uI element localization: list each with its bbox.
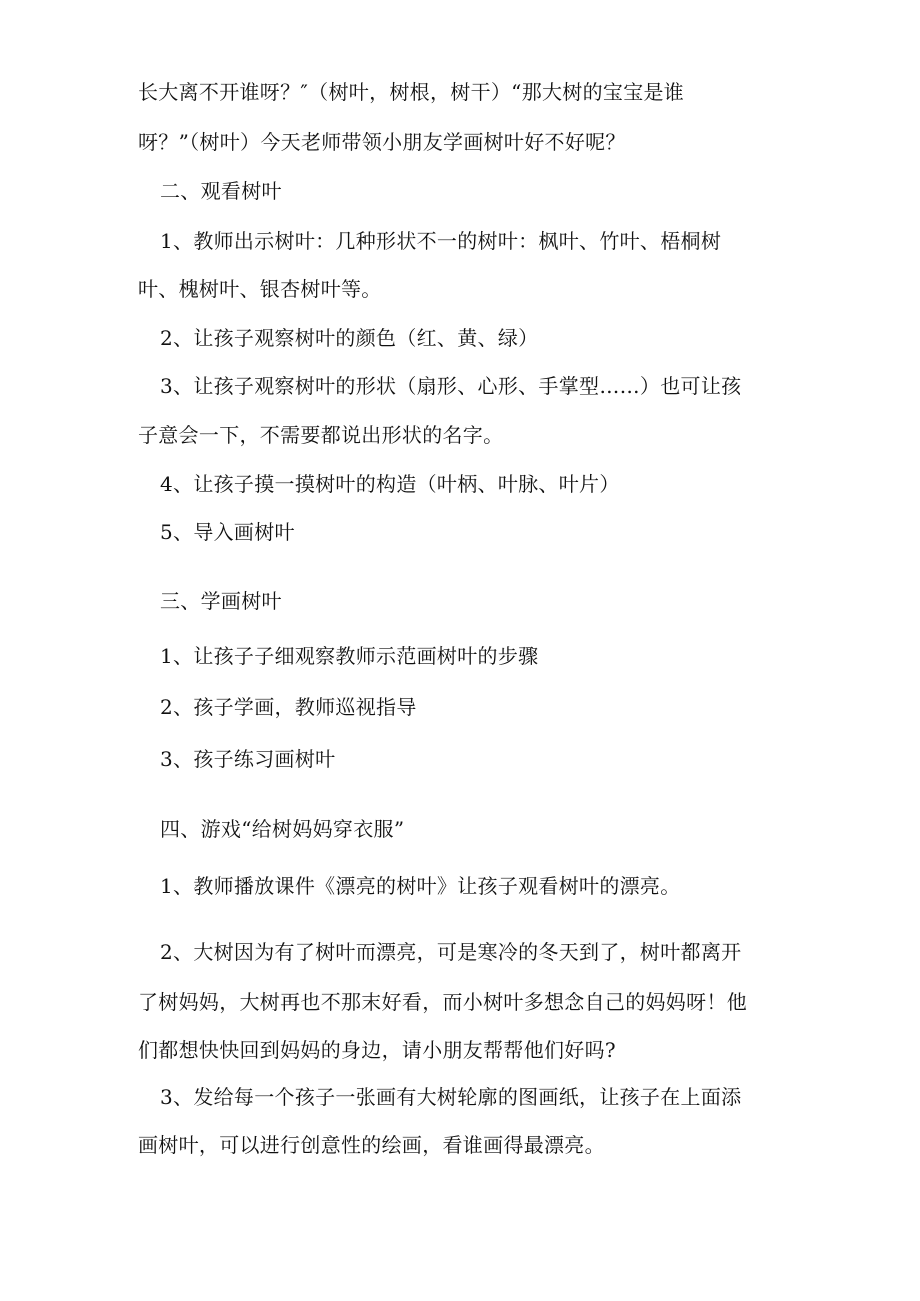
paragraph-line: 画树叶，可以进行创意性的绘画，看谁画得最漂亮。 xyxy=(138,1133,605,1157)
list-item: 2、让孩子观察树叶的颜色（红、黄、绿） xyxy=(160,326,539,350)
section-heading: 四、游戏“给树妈妈穿衣服” xyxy=(160,817,405,841)
paragraph-line: 长大离不开谁呀？″（树叶，树根，树干）“那大树的宝宝是谁 xyxy=(138,80,685,104)
paragraph-line: 子意会一下，不需要都说出形状的名字。 xyxy=(138,423,504,447)
list-item: 1、教师播放课件《漂亮的树叶》让孩子观看树叶的漂亮。 xyxy=(160,874,681,898)
list-item: 2、孩子学画，教师巡视指导 xyxy=(160,695,417,719)
list-item: 1、让孩子子细观察教师示范画树叶的步骤 xyxy=(160,644,539,668)
paragraph-line: 叶、槐树叶、银杏树叶等。 xyxy=(138,277,382,301)
list-item: 1、教师出示树叶：几种形状不一的树叶：枫叶、竹叶、梧桐树 xyxy=(160,229,722,253)
list-item: 4、让孩子摸一摸树叶的构造（叶柄、叶脉、叶片） xyxy=(160,472,620,496)
paragraph-line: 了树妈妈，大树再也不那末好看，而小树叶多想念自己的妈妈呀！他 xyxy=(138,990,747,1014)
paragraph-line: 呀？”（树叶）今天老师带领小朋友学画树叶好不好呢？ xyxy=(138,130,626,154)
section-heading: 三、学画树叶 xyxy=(160,589,282,613)
section-heading: 二、观看树叶 xyxy=(160,179,282,203)
list-item: 3、让孩子观察树叶的形状（扇形、心形、手掌型……）也可让孩 xyxy=(160,374,742,398)
list-item: 3、发给每一个孩子一张画有大树轮廓的图画纸，让孩子在上面添 xyxy=(160,1085,742,1109)
paragraph-line: 们都想快快回到妈妈的身边，请小朋友帮帮他们好吗? xyxy=(138,1038,616,1062)
list-item: 5、导入画树叶 xyxy=(160,520,295,544)
list-item: 3、孩子练习画树叶 xyxy=(160,747,336,771)
list-item: 2、大树因为有了树叶而漂亮，可是寒冷的冬天到了，树叶都离开 xyxy=(160,940,742,964)
